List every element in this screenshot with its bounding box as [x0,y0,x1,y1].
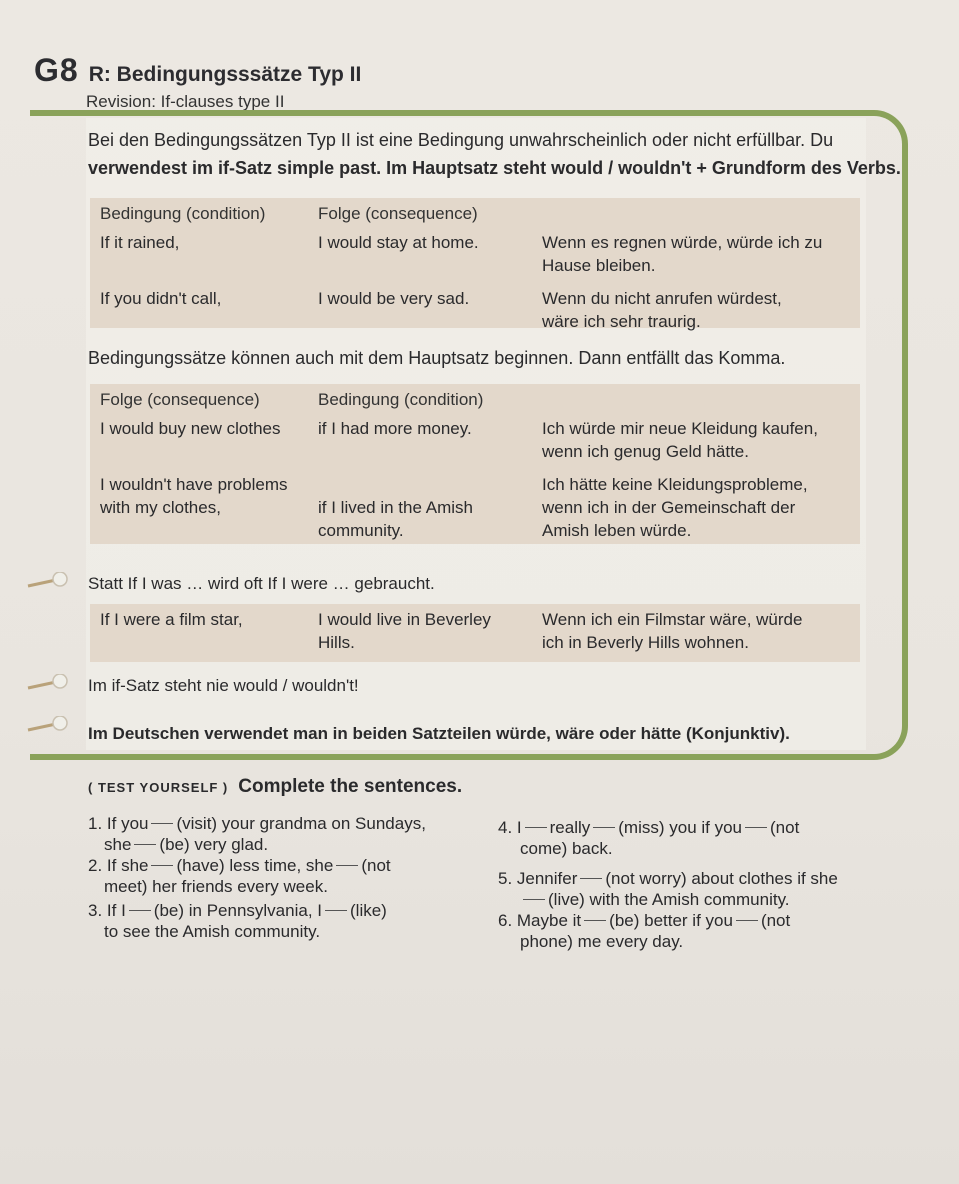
header-condition: Bedingung (condition) [318,390,484,409]
table-row [100,631,850,654]
answer-blank[interactable] [325,910,347,911]
table-row [100,440,850,463]
table-header [100,202,850,225]
header-condition: Bedingung (condition) [100,204,266,223]
pin-icon [26,716,70,734]
cell: I would stay at home. [318,233,479,252]
table-row [100,231,850,254]
cell: I would buy new clothes [100,419,281,438]
answer-blank[interactable] [584,920,606,921]
cell: Amish leben würde. [542,521,692,540]
exercise-6: 6. Maybe it (be) better if you (not phone) me every day. [498,911,791,951]
table-row [100,519,850,542]
intro-line-1: Bei den Bedingungssätzen Typ II ist eine Bedingung unwahrscheinlich oder nicht erfüllbar. Du [88,130,834,150]
page-header [34,52,361,89]
answer-blank[interactable] [129,910,151,911]
table-row [100,287,850,310]
header-consequence: Folge (consequence) [318,204,478,223]
cell: wäre ich sehr traurig. [542,312,701,331]
cell: I would live in Beverley [318,610,491,629]
table-header [100,388,850,411]
example-table-3 [90,604,860,662]
cell: Hills. [318,633,355,652]
intro-line-2: verwendest im if-Satz simple past. Im Hauptsatz steht would / wouldn't + Grundform des Verbs. [88,158,901,178]
page-subtitle: Revision: If-clauses type II [86,92,285,111]
exercise-2: 2. If she (have) less time, she (not meet) her friends every week. [88,856,391,896]
cell: if I had more money. [318,419,472,438]
answer-blank[interactable] [593,827,615,828]
table-row [100,310,850,333]
cell: ich in Beverly Hills wohnen. [542,633,749,652]
answer-blank[interactable] [336,865,358,866]
answer-blank[interactable] [525,827,547,828]
answer-blank[interactable] [580,878,602,879]
cell: If you didn't call, [100,289,222,308]
header-consequence: Folge (consequence) [100,390,260,409]
table-row [100,496,850,519]
table-row [100,608,850,631]
pin-icon [26,572,70,590]
table-row [100,254,850,277]
answer-blank[interactable] [745,827,767,828]
cell: wenn ich in der Gemeinschaft der [542,498,796,517]
table-row [100,417,850,440]
cell: community. [318,521,404,540]
note-was-were: Statt If I was … wird oft If I were … gebraucht. [88,574,435,593]
exercise-3: 3. If I (be) in Pennsylvania, I (like) to see the Amish community. [88,901,387,941]
cell: I wouldn't have problems [100,475,288,494]
page-title: R: Bedingungsssätze Typ II [88,63,362,86]
note-no-would: Im if-Satz steht nie would / wouldn't! [88,676,359,695]
unit-label: G8 [34,52,79,88]
answer-blank[interactable] [523,899,545,900]
cell: Wenn du nicht anrufen würdest, [542,289,782,308]
exercise-1: 1. If you (visit) your grandma on Sundays, she (be) very glad. [88,814,426,854]
cell: Wenn es regnen würde, würde ich zu [542,233,823,252]
cell: I would be very sad. [318,289,470,308]
answer-blank[interactable] [736,920,758,921]
exercise-4: 4. I really (miss) you if you (not come) back. [498,818,800,858]
cell: Wenn ich ein Filmstar wäre, würde [542,610,803,629]
cell: if I lived in the Amish [318,498,473,517]
answer-blank[interactable] [151,823,173,824]
example-table-1 [90,198,860,331]
cell: Ich würde mir neue Kleidung kaufen, [542,419,818,438]
answer-blank[interactable] [151,865,173,866]
note-konjunktiv: Im Deutschen verwendet man in beiden Satzteilen würde, wäre oder hätte (Konjunktiv). [88,724,790,743]
example-table-2 [90,384,860,544]
cell: Ich hätte keine Kleidungsprobleme, [542,475,808,494]
exercise-5: 5. Jennifer (not worry) about clothes if she (live) with the Amish community. [498,869,838,909]
pin-icon [26,674,70,692]
table-row [100,473,850,496]
test-title: Complete the sentences. [238,776,463,797]
cell: with my clothes, [100,498,221,517]
cell: Hause bleiben. [542,256,656,275]
cell: wenn ich genug Geld hätte. [542,442,749,461]
test-yourself-heading [88,776,462,798]
middle-rule: Bedingungssätze können auch mit dem Hauptsatz beginnen. Dann entfällt das Komma. [88,348,786,368]
cell: If it rained, [100,233,180,252]
test-tag: ( TEST YOURSELF ) [88,779,229,795]
answer-blank[interactable] [134,844,156,845]
cell: If I were a film star, [100,610,243,629]
